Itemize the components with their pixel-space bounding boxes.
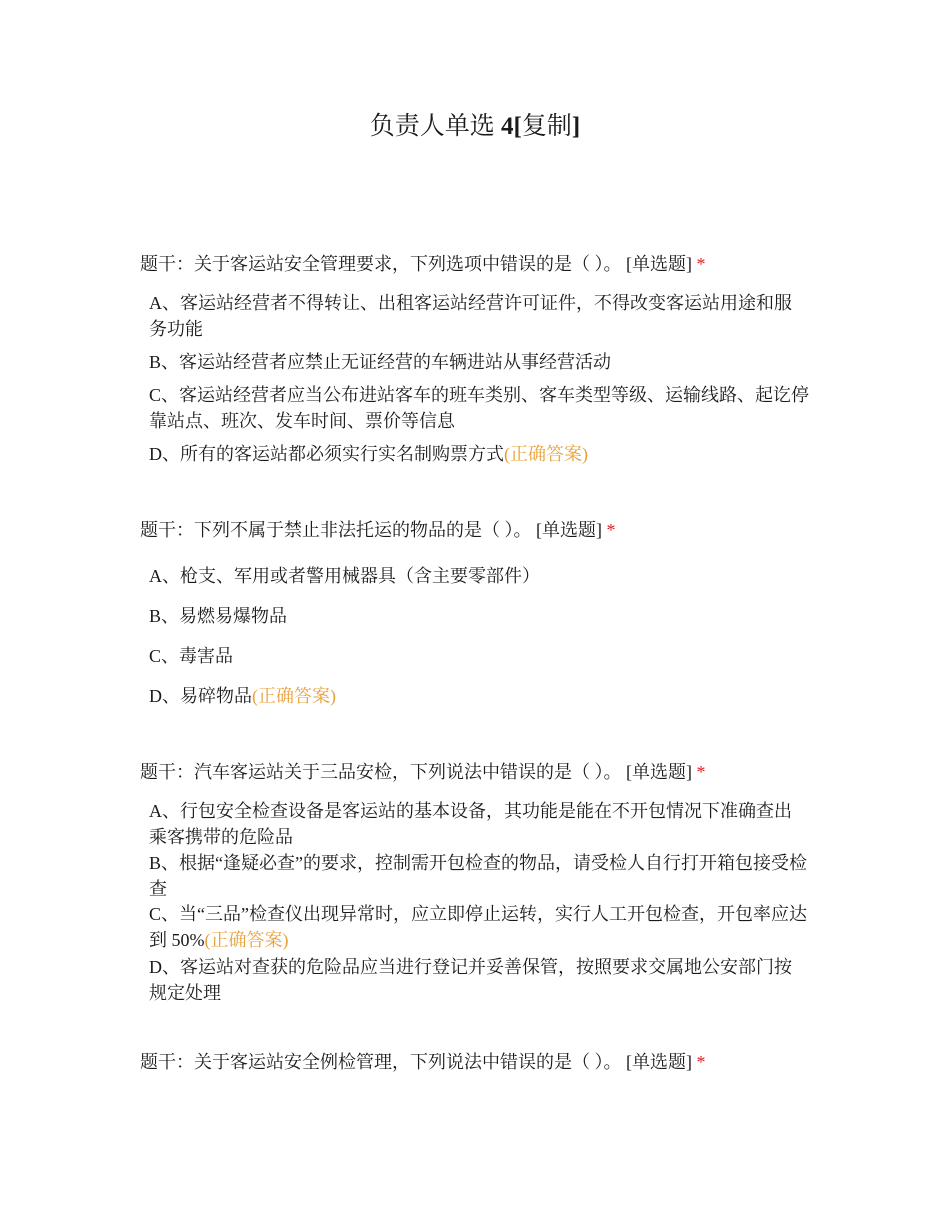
title-copy: 复制: [521, 113, 572, 140]
question-1-option-c: C、客运站经营者应当公布进站客车的班车类别、客车类型等级、运输线路、起讫停靠站点、班次、发车时间、票价等信息: [149, 385, 810, 431]
title-prefix: 负责人单选: [369, 113, 502, 140]
question-text: 题干：下列不属于禁止非法托运的物品的是（ ）。: [140, 520, 532, 540]
title-number: 4[: [501, 113, 522, 140]
question-2-option-a: A、枪支、军用或者警用械器具（含主要零部件）: [149, 566, 540, 586]
question-1-option-a: A、客运站经营者不得转让、出租客运站经营许可证件，不得改变客运站用途和服务功能: [149, 293, 792, 339]
question-3-option-c: C、当“三品”检查仪出现异常时，应立即停止运转，实行人工开包检查，开包率应达到 50%(正确答案): [149, 904, 807, 950]
question-2-stem: [140, 517, 820, 543]
question-text: 题干：关于客运站安全例检管理，下列说法中错误的是（ ）。: [140, 1052, 622, 1072]
question-2-option-b: B、易燃易爆物品: [149, 606, 288, 626]
page-title: [0, 110, 950, 144]
required-mark: *: [696, 762, 706, 782]
required-mark: *: [696, 1052, 706, 1072]
required-mark: *: [696, 254, 706, 274]
correct-answer-tag: (正确答案): [504, 444, 588, 464]
question-3-option-d: D、客运站对查获的危险品应当进行登记并妥善保管，按照要求交属地公安部门按规定处理: [149, 957, 792, 1003]
correct-answer-tag: (正确答案): [252, 686, 336, 706]
question-2-option-d: D、易碎物品(正确答案): [149, 686, 336, 706]
question-3-stem: [140, 759, 820, 785]
question-type: [单选题]: [626, 762, 692, 782]
required-mark: *: [606, 520, 616, 540]
correct-answer-tag: (正确答案): [204, 930, 289, 950]
question-type: [单选题]: [536, 520, 602, 540]
question-1-stem: [140, 251, 820, 277]
question-3-option-a: A、行包安全检查设备是客运站的基本设备，其功能是能在不开包情况下准确查出乘客携带的危险品: [149, 801, 792, 847]
question-type: [单选题]: [626, 1052, 692, 1072]
question-1-option-d: D、所有的客运站都必须实行实名制购票方式(正确答案): [149, 444, 588, 464]
question-text: 题干：汽车客运站关于三品安检，下列说法中错误的是（ ）。: [140, 762, 622, 782]
question-text: 题干：关于客运站安全管理要求，下列选项中错误的是（ ）。: [140, 254, 622, 274]
question-2-option-c: C、毒害品: [149, 646, 234, 666]
question-type: [单选题]: [626, 254, 692, 274]
question-1-option-b: B、客运站经营者应禁止无证经营的车辆进站从事经营活动: [149, 352, 612, 372]
title-bracket: ]: [571, 113, 581, 140]
question-3-option-b: B、根据“逢疑必查”的要求，控制需开包检查的物品，请受检人自行打开箱包接受检查: [149, 853, 807, 899]
question-4-stem: [140, 1049, 820, 1075]
